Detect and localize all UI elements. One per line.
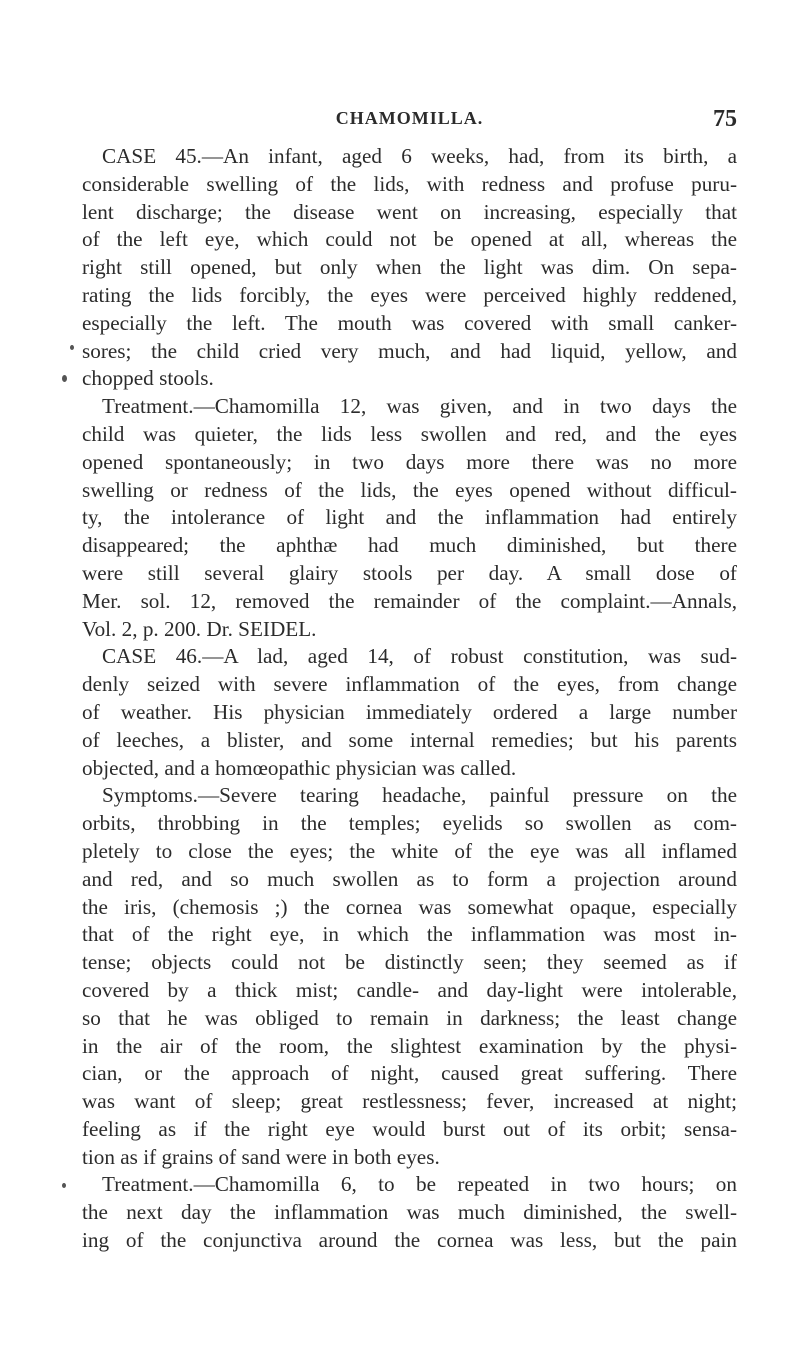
page-number: 75 [713,106,737,132]
text-line: the next day the inflammation was much diminished, the swell- [82,1200,737,1225]
text-line: the iris, (chemosis ;) the cornea was somewhat opaque, especially [82,894,737,919]
margin-speck-1 [70,345,74,350]
text-line: were still several glairy stools per day. A small dose of [82,560,737,585]
text-line: Treatment.—Chamomilla 12, was given, and in two days the [102,394,737,419]
text-line: objected, and a homœopathic physician was called. [82,755,517,780]
running-title: CHAMOMILLA. [335,108,484,128]
running-head [82,106,737,134]
text-line: lent discharge; the disease went on increasing, especially that [82,199,737,224]
text-line: rating the lids forcibly, the eyes were perceived highly reddened, [82,282,737,307]
text-line: of the left eye, which could not be opened at all, whereas the [82,227,737,252]
text-line: Vol. 2, p. 200. Dr. SEIDEL. [82,616,317,641]
text-line: that of the right eye, in which the inflammation was most in- [82,922,737,947]
text-line: opened spontaneously; in two days more there was no more [82,449,737,474]
text-line: considerable swelling of the lids, with redness and profuse puru- [82,171,737,196]
text-line: cian, or the approach of night, caused great suffering. There [82,1061,737,1086]
text-line: ing of the conjunctiva around the cornea was less, but the pain [82,1228,737,1253]
text-line: Mer. sol. 12, removed the remainder of the complaint.—Annals, [82,588,737,613]
text-line: chopped stools. [82,366,214,391]
body-text [82,143,737,1255]
text-line: feeling as if the right eye would burst out of its orbit; sensa- [82,1116,737,1141]
text-line: disappeared; the aphthæ had much diminished, but there [82,533,737,558]
margin-speck-3 [62,1183,66,1188]
text-line: denly seized with severe inflammation of the eyes, from change [82,672,737,697]
text-line: tense; objects could not be distinctly seen; they seemed as if [82,950,737,975]
text-line: was want of sleep; great restlessness; fever, increased at night; [82,1089,737,1114]
text-line: tion as if grains of sand were in both eyes. [82,1144,440,1169]
text-line: CASE 46.—A lad, aged 14, of robust constitution, was sud- [102,644,737,669]
text-line: swelling or redness of the lids, the eyes opened without difficul- [82,477,737,502]
text-line: sores; the child cried very much, and had liquid, yellow, and [82,338,737,363]
text-line: orbits, throbbing in the temples; eyelids so swollen as com- [82,811,737,836]
text-line: so that he was obliged to remain in darkness; the least change [82,1005,737,1030]
text-line: and red, and so much swollen as to form a projection around [82,866,737,891]
margin-speck-2 [62,375,67,382]
text-line: Treatment.—Chamomilla 6, to be repeated in two hours; on [102,1172,737,1197]
text-line: right still opened, but only when the light was dim. On sepa- [82,255,737,280]
text-line: in the air of the room, the slightest examination by the physi- [82,1033,737,1058]
text-line: of weather. His physician immediately ordered a large number [82,699,737,724]
text-line: ty, the intolerance of light and the inflammation had entirely [82,505,737,530]
text-line: covered by a thick mist; candle- and day-light were intolerable, [82,977,737,1002]
text-line: especially the left. The mouth was covered with small canker- [82,310,737,335]
text-line: Symptoms.—Severe tearing headache, painful pressure on the [102,783,737,808]
text-line: child was quieter, the lids less swollen and red, and the eyes [82,421,737,446]
text-line: of leeches, a blister, and some internal remedies; but his parents [82,727,737,752]
text-line: pletely to close the eyes; the white of the eye was all inflamed [82,838,737,863]
text-line: CASE 45.—An infant, aged 6 weeks, had, from its birth, a [102,144,737,168]
